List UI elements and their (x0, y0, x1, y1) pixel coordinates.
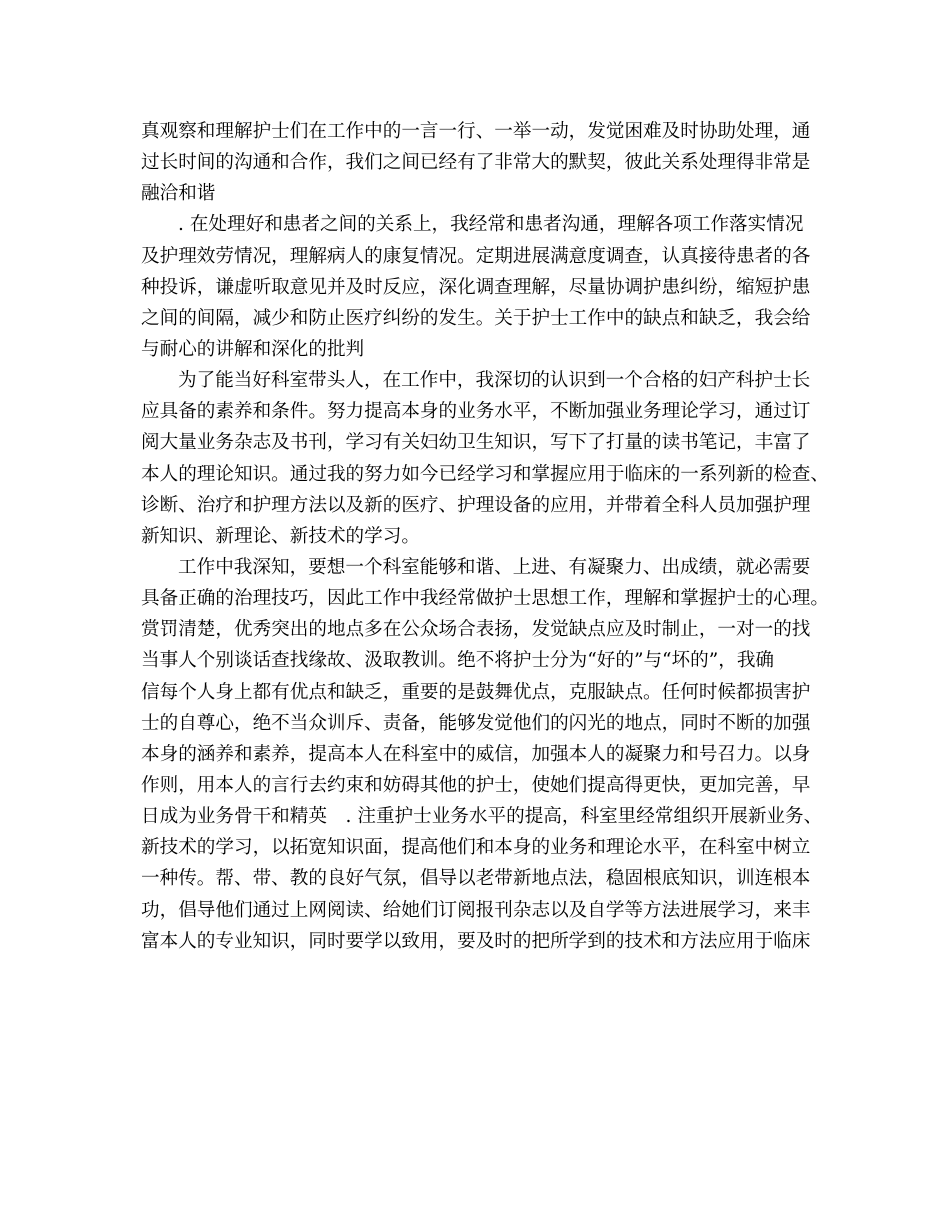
text-line: 一种传。帮、带、教的良好气氛，倡导以老带新地点法，稳固根底知识，训连根本 (141, 868, 811, 890)
text-line: 融洽和谐 (141, 183, 216, 205)
text-line: 赏罚清楚，优秀突出的地点多在公众场合表扬，发觉缺点应及时制止，一对一的找 (141, 619, 811, 641)
text-line: 为了能当好科室带头人，在工作中，我深切的认识到一个合格的妇产科护士长 (178, 370, 811, 392)
text-line: 具备正确的治理技巧，因此工作中我经常做护士思想工作，理解和掌握护士的心理。 (141, 588, 829, 610)
document-body (141, 116, 829, 957)
text-line: 士的自尊心，绝不当众训斥、责备，能够发觉他们的闪光的地点，同时不断的加强 (141, 712, 811, 734)
text-line: 功，倡导他们通过上网阅读、给她们订阅报刊杂志以及自学等方法进展学习，来丰 (141, 899, 811, 921)
text-line: 富本人的专业知识，同时要学以致用，要及时的把所学到的技术和方法应用于临床 (141, 930, 811, 952)
text-line: 工作中我深知，要想一个科室能够和谐、上进、有凝聚力、出成绩，就必需要 (178, 556, 811, 578)
text-line: 及护理效劳情况，理解病人的康复情况。定期进展满意度调查，认真接待患者的各 (141, 245, 811, 267)
text-line: 阅大量业务杂志及书刊，学习有关妇幼卫生知识，写下了打量的读书笔记，丰富了 (141, 432, 811, 454)
text-line: . 在处理好和患者之间的关系上，我经常和患者沟通，理解各项工作落实情况 (178, 214, 804, 236)
text-line: 新知识、新理论、新技术的学习。 (141, 525, 420, 547)
text-line: 作则，用本人的言行去约束和妨碍其他的护士，使她们提高得更快，更加完善，早 (141, 774, 811, 796)
text-line: 真观察和理解护士们在工作中的一言一行、一举一动，发觉困难及时协助处理，通 (141, 121, 811, 142)
text-line: 新技术的学习，以拓宽知识面，提高他们和本身的业务和理论水平，在科室中树立 (141, 837, 811, 859)
text-line: 本人的理论知识。通过我的努力如今已经学习和掌握应用于临床的一系列新的检查、 (141, 463, 829, 485)
text-line: 种投诉，谦虚听取意见并及时反应，深化调查理解，尽量协调护患纠纷，缩短护患 (141, 276, 811, 298)
text-line: 之间的间隔，减少和防止医疗纠纷的发生。关于护士工作中的缺点和缺乏，我会给 (141, 307, 811, 329)
text-line: 应具备的素养和条件。努力提高本身的业务水平，不断加强业务理论学习，通过订 (141, 401, 811, 423)
text-line: 本身的涵养和素养，提高本人在科室中的威信，加强本人的凝聚力和号召力。以身 (141, 743, 811, 765)
text-line: 当事人个别谈话查找缘故、汲取教训。绝不将护士分为“好的”与“坏的”，我确 (141, 650, 775, 672)
text-line: 信每个人身上都有优点和缺乏，重要的是鼓舞优点，克服缺点。任何时候都损害护 (141, 681, 811, 703)
text-line: 诊断、治疗和护理方法以及新的医疗、护理设备的应用，并带着全科人员加强护理 (141, 494, 811, 516)
text-line: 日成为业务骨干和精英 . 注重护士业务水平的提高，科室里经常组织开展新业务、 (141, 806, 823, 828)
text-line: 过长时间的沟通和合作，我们之间已经有了非常大的默契，彼此关系处理得非常是 (141, 152, 811, 174)
text-line: 与耐心的讲解和深化的批判 (141, 338, 365, 360)
